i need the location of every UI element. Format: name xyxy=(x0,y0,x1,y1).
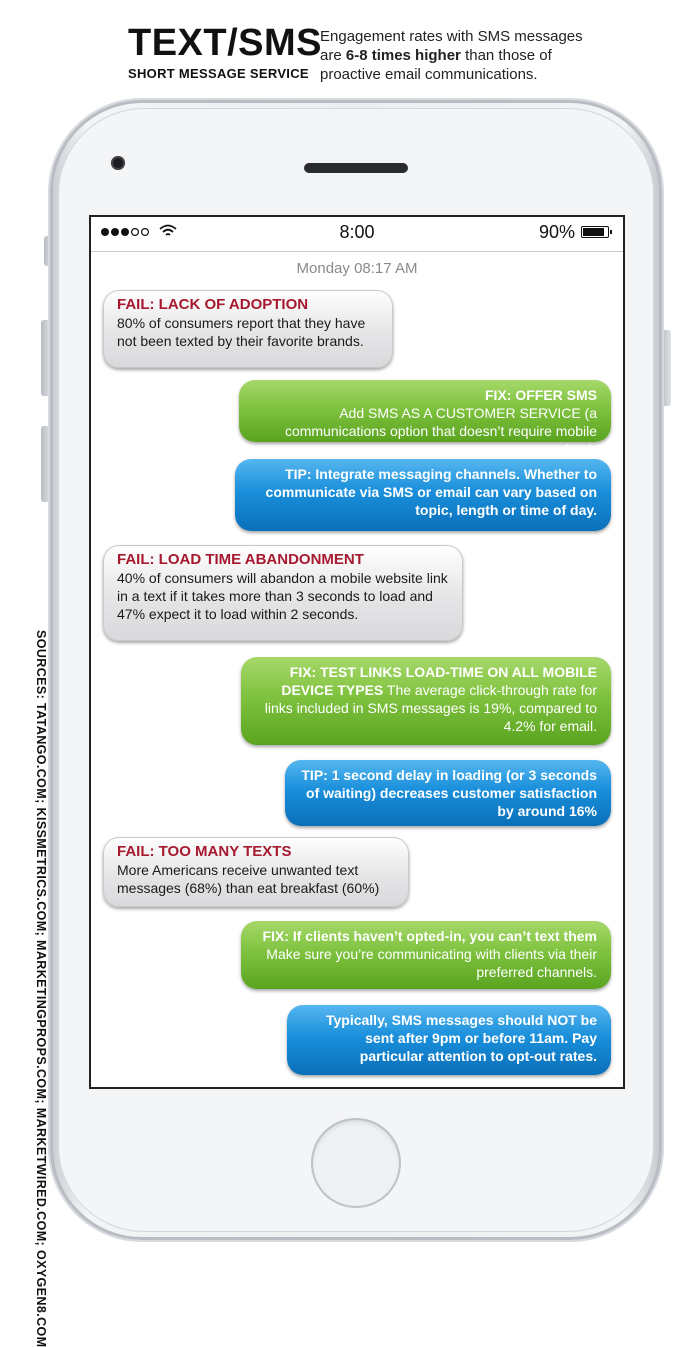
status-bar xyxy=(91,217,623,247)
message-bubble-fail[interactable] xyxy=(103,290,393,368)
page-title: TEXT/SMS xyxy=(128,22,323,64)
fix-heading: FIX: OFFER SMS xyxy=(485,387,597,403)
message-bubble-fail[interactable] xyxy=(103,545,463,641)
fail-heading: FAIL: LACK OF ADOPTION xyxy=(117,296,309,313)
desc-highlight: 6-8 times higher xyxy=(345,47,461,64)
phone-screen xyxy=(89,215,625,1089)
message-body: 80% of consumers report that they have not been texted by their favorite brands. xyxy=(117,315,366,349)
tip-text: Typically, SMS messages should NOT be sent after 9pm or before 11am. Pay particular attention to opt-out rates. xyxy=(325,1012,597,1064)
message-body: The average click-through rate for links included in SMS messages is 19%, compared to 4.2% for email. xyxy=(264,682,597,734)
earpiece-speaker xyxy=(304,163,408,173)
message-body: Add SMS AS A CUSTOMER SERVICE (a communications option that doesn’t require mobile data). xyxy=(284,405,597,457)
message-bubble-tip[interactable] xyxy=(235,459,611,531)
fail-heading: FAIL: TOO MANY TEXTS xyxy=(117,843,292,860)
message-body: Make sure you’re communicating with clients via their preferred channels. xyxy=(266,946,597,980)
message-body: More Americans receive unwanted text messages (68%) than eat breakfast (60%) xyxy=(117,862,380,896)
clock: 8:00 xyxy=(339,222,375,242)
battery-icon xyxy=(581,226,609,238)
message-bubble-fail[interactable] xyxy=(103,837,409,907)
desc-text: Engagement rates with SMS messages are xyxy=(320,28,583,64)
message-bubble-fix[interactable] xyxy=(241,921,611,989)
header-description xyxy=(320,27,600,84)
fail-heading: FAIL: LOAD TIME ABANDONMENT xyxy=(117,551,364,568)
front-camera-icon xyxy=(111,156,125,170)
desc-text-end: than those of proactive email communications. xyxy=(320,47,552,83)
message-bubble-tip[interactable] xyxy=(287,1005,611,1075)
tip-text: TIP: Integrate messaging channels. Whether to communicate via SMS or email can vary based on topic, length or time of day. xyxy=(265,466,597,518)
message-date: Monday 08:17 AM xyxy=(296,260,418,277)
sources-credit: SOURCES: TATANGO.COM; KISSMETRICS.COM; MARKETINGPROPS.COM; MARKETWIRED.COM; OXYGEN8.COM xyxy=(34,630,48,1347)
message-body: 40% of consumers will abandon a mobile website link in a text if it takes more than 3 seconds to load and 47% expect it to load within 2 seconds. xyxy=(117,570,448,622)
power-button xyxy=(661,330,671,406)
message-bubble-tip[interactable] xyxy=(285,760,611,826)
fix-heading: FIX: TEST LINKS LOAD-TIME ON ALL MOBILE DEVICE TYPES xyxy=(281,664,597,698)
tip-text: TIP: 1 second delay in loading (or 3 seconds of waiting) decreases customer satisfaction by around 16% xyxy=(301,767,597,819)
message-bubble-fix[interactable] xyxy=(241,657,611,745)
status-divider xyxy=(91,251,623,252)
battery-percent: 90% xyxy=(538,222,575,242)
message-bubble-fix[interactable] xyxy=(239,380,611,457)
home-button[interactable] xyxy=(311,1118,401,1208)
fix-heading: FIX: If clients haven’t opted-in, you can’t text them xyxy=(262,928,597,944)
page-subtitle: SHORT MESSAGE SERVICE xyxy=(128,66,309,81)
